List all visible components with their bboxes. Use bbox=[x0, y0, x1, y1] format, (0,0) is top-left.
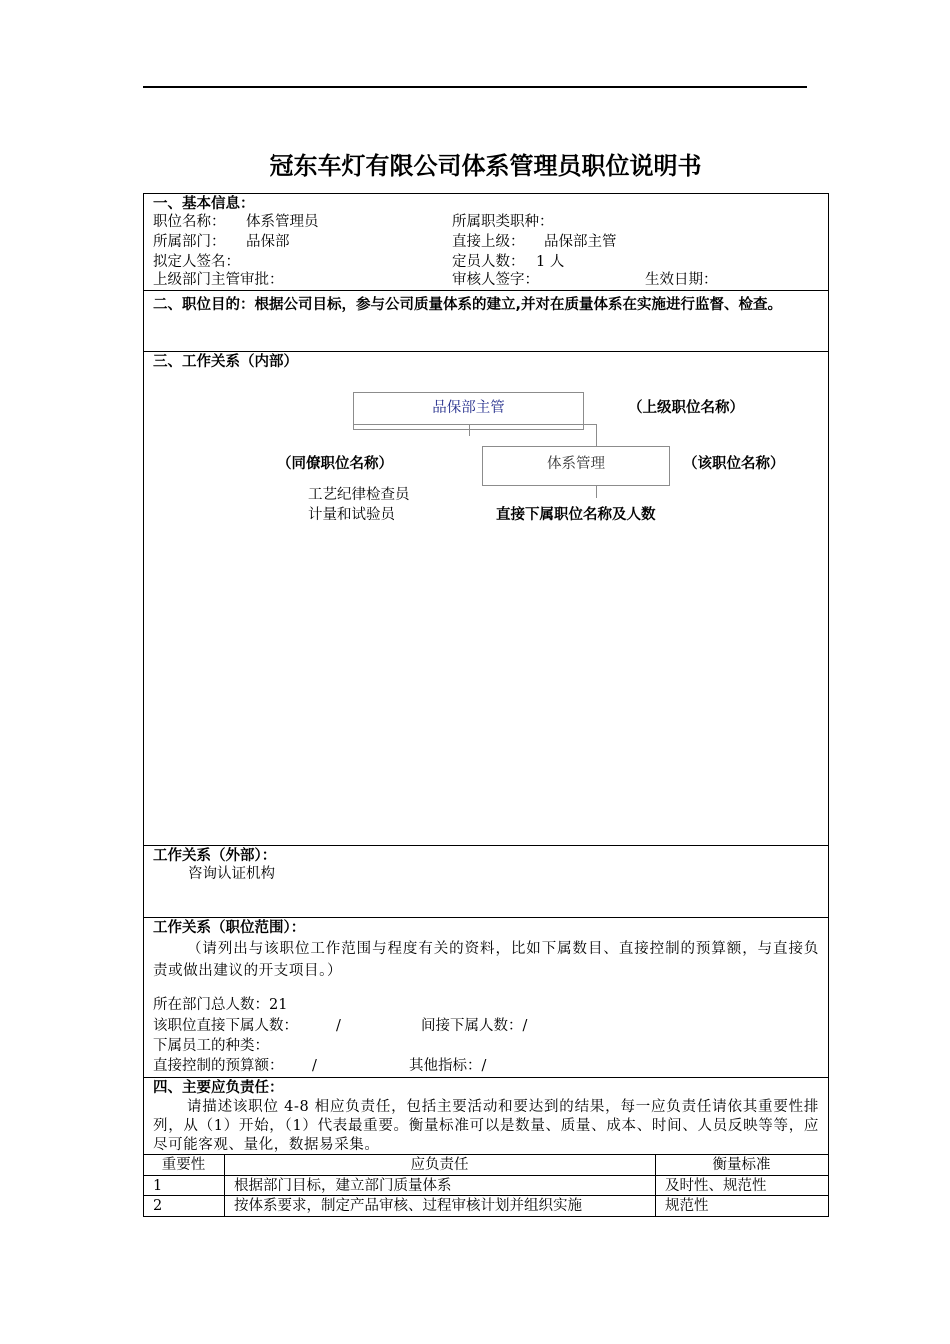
row-divider bbox=[143, 917, 829, 918]
supervisor-box-label: 品保部主管 bbox=[432, 400, 505, 416]
approver-label: 上级部门主管审批： bbox=[153, 272, 284, 288]
dept-total-label: 所在部门总人数：21 bbox=[153, 997, 288, 1013]
subordinate-caption: 直接下属职位名称及人数 bbox=[496, 507, 656, 523]
table-right-border bbox=[828, 193, 829, 1217]
category-label: 所属职类职种： bbox=[452, 214, 554, 230]
table-left-border bbox=[143, 193, 144, 1217]
row-divider bbox=[143, 845, 829, 846]
row-divider bbox=[143, 290, 829, 291]
col-header-duty: 应负责任 bbox=[410, 1157, 469, 1173]
page-title: 冠东车灯有限公司体系管理员职位说明书 bbox=[269, 152, 702, 180]
header-rule bbox=[143, 86, 807, 88]
row-divider bbox=[143, 1077, 829, 1078]
drafter-label: 拟定人签名： bbox=[153, 254, 240, 270]
duties-instruction: 请描述该职位 4-8 相应负责任，包括主要活动和要达到的结果，每一应负责任请依其重要性排列，从（1）开始，（1）代表最重要。衡量标准可以是数量、质量、成本、时间、人员反映等等，应尽可能客观、量化，数据易采集。 bbox=[153, 1099, 819, 1153]
supervisor-caption: （上级职位名称） bbox=[628, 400, 744, 416]
direct-subordinates-label: 该职位直接下属人数： bbox=[153, 1018, 298, 1034]
headcount-value: 1 人 bbox=[536, 254, 565, 270]
superior-value: 品保部主管 bbox=[544, 234, 617, 250]
scope-instruction: （请列出与该职位工作范围与程度有关的资料，比如下属数目、直接控制的预算额，与直接负责或做出建议的开支项目。） bbox=[153, 941, 819, 979]
position-name-label: 职位名称： bbox=[153, 214, 226, 230]
superior-label: 直接上级： bbox=[452, 234, 525, 250]
self-caption: （该职位名称） bbox=[683, 456, 785, 472]
peer-position: 计量和试验员 bbox=[308, 507, 395, 523]
department-label: 所属部门： bbox=[153, 234, 226, 250]
department-value: 品保部 bbox=[246, 234, 290, 250]
connector-line bbox=[596, 424, 597, 446]
duty-rank: 2 bbox=[153, 1198, 163, 1214]
duty-rank: 1 bbox=[153, 1178, 163, 1194]
position-name-value: 体系管理员 bbox=[246, 214, 319, 230]
table-bottom-border bbox=[143, 1216, 829, 1217]
duties-heading: 四、主要应负责任： bbox=[153, 1080, 284, 1096]
external-relations-value: 咨询认证机构 bbox=[188, 866, 275, 882]
headcount-label: 定员人数： bbox=[452, 254, 525, 270]
row-divider bbox=[143, 1195, 829, 1196]
self-box-label: 体系管理 bbox=[547, 456, 605, 472]
external-relations-heading: 工作关系（外部）： bbox=[153, 848, 277, 864]
col-header-rank: 重要性 bbox=[161, 1157, 206, 1173]
duty-text: 按体系要求，制定产品审核、过程审核计划并组织实施 bbox=[234, 1198, 582, 1214]
purpose-text: 二、职位目的：根据公司目标，参与公司质量体系的建立,并对在质量体系在实施进行监督、检查。 bbox=[153, 297, 783, 313]
table-top-border bbox=[143, 193, 829, 194]
budget-value: / bbox=[312, 1058, 317, 1074]
subordinate-types-label: 下属员工的种类： bbox=[153, 1038, 269, 1054]
basic-info-heading: 一、基本信息： bbox=[153, 196, 255, 212]
other-indicators-label: 其他指标：/ bbox=[409, 1058, 487, 1074]
connector-line bbox=[469, 424, 470, 436]
budget-label: 直接控制的预算额： bbox=[153, 1058, 284, 1074]
connector-line bbox=[596, 485, 597, 498]
duty-measure: 及时性、规范性 bbox=[665, 1178, 767, 1194]
peer-caption: （同僚职位名称） bbox=[277, 456, 393, 472]
indirect-subordinates-label: 间接下属人数：/ bbox=[421, 1018, 528, 1034]
row-divider bbox=[143, 351, 829, 352]
reviewer-label: 审核人签字： bbox=[452, 272, 539, 288]
connector-line bbox=[353, 424, 597, 425]
row-divider bbox=[143, 1175, 829, 1176]
internal-relations-heading: 三、工作关系（内部） bbox=[153, 354, 298, 370]
duty-text: 根据部门目标，建立部门质量体系 bbox=[234, 1178, 452, 1194]
peer-position: 工艺纪律检查员 bbox=[308, 487, 410, 503]
scope-heading: 工作关系（职位范围）： bbox=[153, 920, 306, 936]
direct-subordinates-value: / bbox=[336, 1018, 341, 1034]
col-header-measure: 衡量标准 bbox=[712, 1157, 771, 1173]
duty-measure: 规范性 bbox=[665, 1198, 709, 1214]
effective-date-label: 生效日期： bbox=[645, 272, 718, 288]
